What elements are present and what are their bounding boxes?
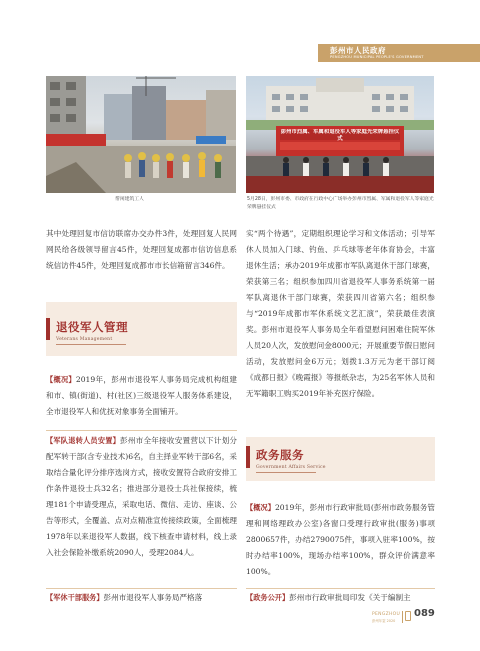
right-overview-text: 2019年，彭州市行政审批局(彭州市政务服务管理和网络理政办公室)各窗口受理行政审批(服务)事项2800657件，办结2790075件，事项入驻率100%，按时办结率100%，现场办结率100%，群众评价满意率100%。 <box>246 503 435 576</box>
section-veterans-title: 退役军人管理 <box>56 320 128 334</box>
photo-construction-workers <box>46 76 236 193</box>
right-overview-paragraph <box>246 500 435 580</box>
footer-brand-sub: 彭州年鉴 2020 <box>372 619 396 623</box>
right-overview-tag: 【概况】 <box>246 503 275 512</box>
section-veterans-english: Veterans Management <box>56 337 113 342</box>
right-publicity-paragraph <box>246 590 435 606</box>
left-placement-tag: 【军队退转人员安置】 <box>46 436 121 445</box>
left-intro-paragraph: 其中处理回复市信访联席办交办件3件，处理回复人民网网民给各级领导留言45件，处理回复成都市信访信息系统信访件45件，处理回复成都市市长信箱留言346件。 <box>46 229 237 270</box>
book-icon <box>405 611 411 621</box>
footer-brand: PENGZHOU <box>372 612 401 617</box>
left-divider-1 <box>46 430 237 431</box>
right-publicity-tag: 【政务公开】 <box>246 593 290 602</box>
page-number: 089 <box>414 608 435 619</box>
left-placement-text: 彭州市全年接收安置营以下计划分配军转干部(含专业技术)6名，自主择业军转干部6名，采取结合量化评分排序选岗方式，接收安置符合政府安排工作条件退役士兵32名；推进部分退役士兵社保接续，梳理181个申请受理点，采取电话、微信、走访、座谈、公告等形式，全覆盖、点对点精准宣传接续政策，全面梳理1978年以来退役军人数据，线下核查申请材料，线上录入社会保险补缴系统2090人，受理2084人。 <box>46 436 237 557</box>
header-title: 彭州市人民政府 <box>330 46 386 55</box>
section-gov-accent-bar <box>246 446 250 468</box>
ceremony-banner-text: 彭州市烈属、军属和退役军人等家庭光荣牌悬挂仪式 <box>280 129 400 142</box>
left-overview-paragraph <box>46 372 237 420</box>
left-retired-tag: 【军休干部服务】 <box>46 593 104 602</box>
section-gov-english: Government Affairs Service <box>256 465 326 470</box>
left-overview-text: 2019年，彭州市退役军人事务局完成机构组建和市、镇(街道)、村(社区)三级退役军人服务体系建设，全市退役军人和优抚对象事务全面铺开。 <box>46 375 237 416</box>
section-veterans-rule <box>56 344 126 345</box>
section-gov-rule <box>256 472 316 473</box>
left-placement-paragraph <box>46 433 237 561</box>
footer-separator <box>402 611 403 623</box>
right-divider <box>246 588 435 589</box>
left-retired-paragraph <box>46 590 237 606</box>
photo-right-caption: 5月28日，彭州市委、市政府在行政中心广场举办彭州市烈属、军属和退役军人等家庭光荣牌悬挂仪式 <box>247 197 434 210</box>
left-retired-text: 彭州市退役军人事务局严格落 <box>103 593 203 602</box>
section-gov-title: 政务服务 <box>256 448 304 462</box>
header-subtitle: PENGZHOU MUNICIPAL PEOPLE'S GOVERNMENT <box>330 55 424 59</box>
right-top-paragraph: 实“两个待遇”，定期组织理论学习和文体活动；引导军休人员加入门球、钓鱼、乒乓球等老年体育协会，丰富退休生活；承办2019年成都市军队离退休干部门球赛，荣获第三名；组织参加四川省退役军人事务系统第一届军队离退休干部门球赛，荣获四川省第六名；组织参与“2019年成都市军休系统文艺汇演”，荣获最佳表演奖。彭州市退役军人事务局全年看望慰问困难住院军休人员20人次，发放慰问金8000元；开展重要节假日慰问活动，发放慰问金6万元；划拨1.3万元为老干部订阅《成都日报》《晚霞报》等报纸杂志，为25名军休人员和无军籍职工购买2019年补充医疗保险。 <box>246 229 435 398</box>
construction-scene-illustration <box>46 76 236 193</box>
left-overview-tag: 【概况】 <box>46 375 76 384</box>
right-publicity-text: 彭州市行政审批局印发《关于编制主 <box>289 593 411 602</box>
left-divider-2 <box>46 588 237 589</box>
photo-ceremony <box>246 76 434 193</box>
photo-left-caption: 帮闲建筑工人 <box>115 197 144 202</box>
section-veterans-accent-bar <box>46 318 50 340</box>
